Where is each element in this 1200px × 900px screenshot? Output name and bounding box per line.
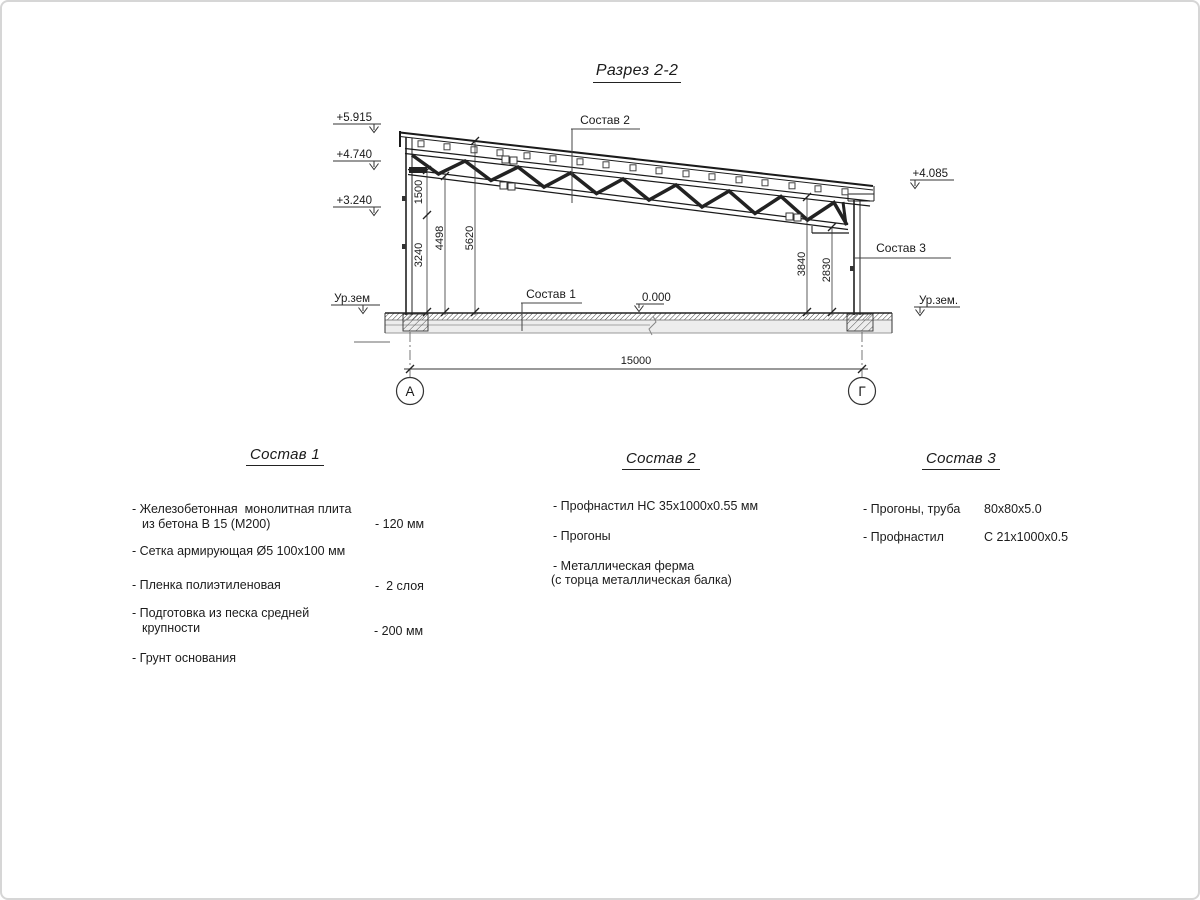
section-drawing (2, 2, 1200, 437)
elevation-4085: +4.085 (912, 168, 948, 180)
dim-3840: 3840 (796, 251, 808, 277)
callout-sostav1: Состав 1 (526, 287, 576, 301)
list-item-value: - 120 мм (375, 517, 425, 531)
ground-level-left-label: Ур.зем (334, 293, 370, 305)
list-item: - Прогоны, труба (863, 502, 961, 516)
dim-2830: 2830 (821, 257, 833, 283)
elevation-zero: 0.000 (642, 292, 671, 304)
floor-slab (354, 313, 892, 342)
sostav2-header: Состав 2 (601, 450, 721, 470)
sostav1-header: Состав 1 (225, 446, 345, 466)
list-item: - Сетка армирующая Ø5 100х100 мм (132, 544, 346, 558)
foundation-right (847, 314, 873, 331)
elevation-marks (331, 124, 960, 316)
section-title-text: Разрез 2-2 (593, 62, 681, 83)
dim-3240: 3240 (413, 242, 425, 268)
list-item: - Профнастил (863, 530, 944, 544)
list-item: из бетона В 15 (М200) (142, 517, 271, 531)
list-item: крупности (142, 621, 201, 635)
list-item-value: С 21х1000х0.5 (984, 530, 1069, 544)
list-item: - Прогоны (553, 529, 611, 543)
list-item: - Подготовка из песка средней (132, 606, 310, 620)
list-item: - Пленка полиэтиленовая (132, 578, 281, 592)
span-dimension (397, 332, 876, 405)
dim-4498: 4498 (434, 225, 446, 251)
dim-1500: 1500 (413, 179, 425, 205)
sostav3-header: Состав 3 (901, 450, 1021, 470)
list-item: (с торца металлическая балка) (551, 573, 732, 587)
foundation-left (403, 314, 428, 331)
list-item: - Металлическая ферма (553, 559, 695, 573)
dim-5620: 5620 (464, 225, 476, 251)
list-item-value: - 2 слоя (375, 579, 424, 593)
elevation-4740: +4.740 (336, 149, 372, 161)
elevation-3240: +3.240 (336, 195, 372, 207)
list-item-value: 80х80х5.0 (984, 502, 1042, 516)
axis-label-a: А (405, 384, 415, 399)
list-item: - Железобетонная монолитная плита (132, 502, 352, 516)
callout-sostav2: Состав 2 (580, 113, 630, 127)
dim-15000: 15000 (620, 355, 652, 367)
ground-level-right-label: Ур.зем. (919, 295, 959, 307)
callout-leaders (521, 129, 951, 331)
list-item-value: - 200 мм (374, 624, 424, 638)
elevation-5915: +5.915 (336, 112, 372, 124)
list-item: - Профнастил НС 35х1000х0.55 мм (553, 499, 759, 513)
callout-sostav3: Состав 3 (876, 241, 926, 255)
axis-label-g: Г (858, 384, 866, 399)
list-item: - Грунт основания (132, 651, 237, 665)
